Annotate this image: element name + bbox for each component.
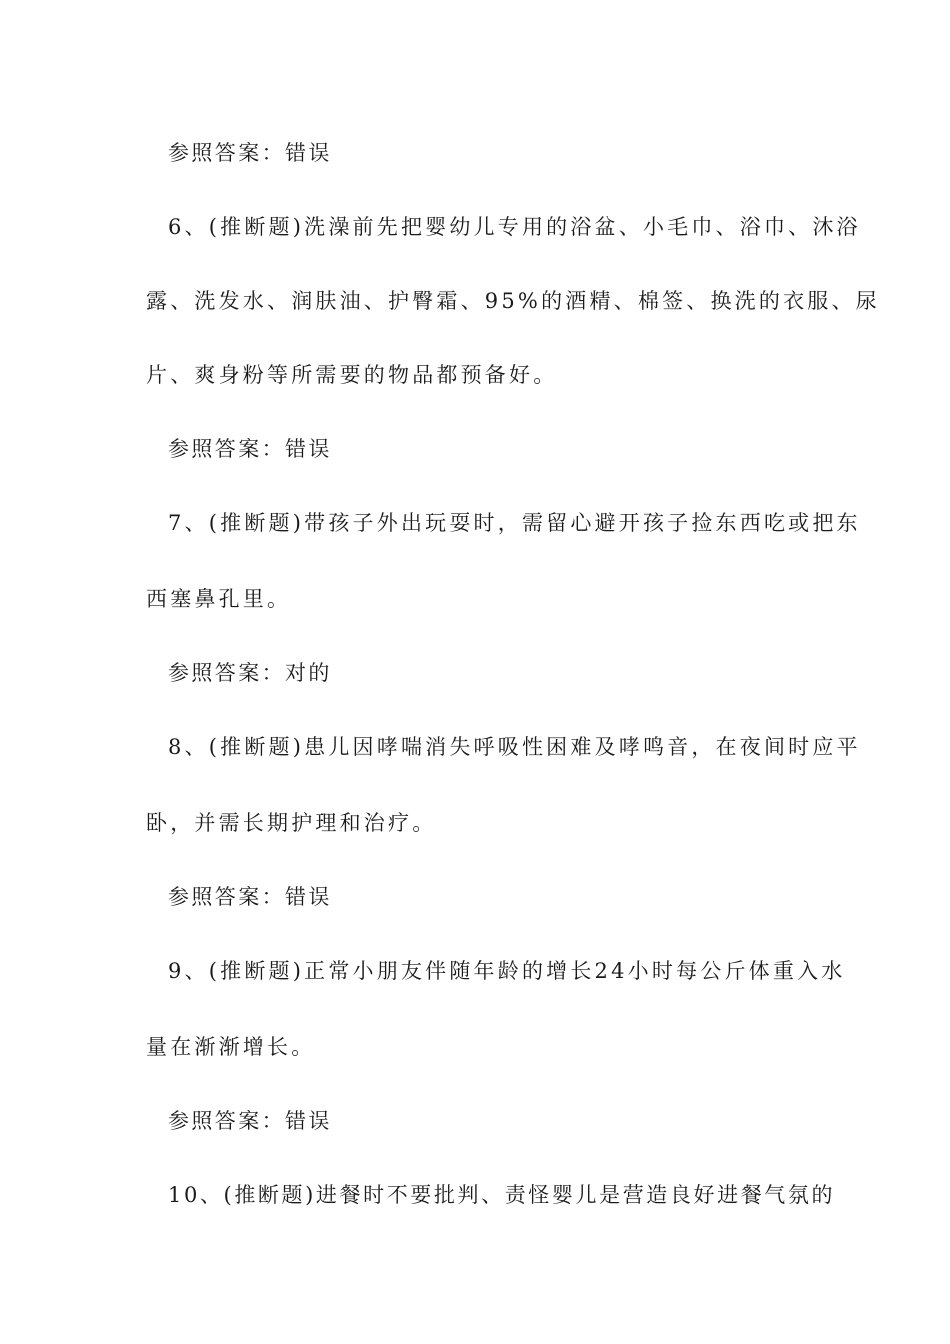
answer-line: 参照答案：错误 (168, 885, 332, 909)
question-9-line-2: 量在渐渐增长。 (146, 1035, 316, 1059)
question-8-line-1: 8、(推断题)患儿因哮喘消失呼吸性困难及哮鸣音，在夜间时应平 (168, 735, 861, 759)
question-9-line-1: 9、(推断题)正常小朋友伴随年龄的增长24小时每公斤体重入水 (168, 959, 846, 983)
question-8-line-2: 卧，并需长期护理和治疗。 (146, 811, 437, 835)
question-10-line-1: 10、(推断题)进餐时不要批判、责怪婴儿是营造良好进餐气氛的 (168, 1183, 836, 1207)
question-7-line-2: 西塞鼻孔里。 (146, 587, 292, 611)
answer-line: 参照答案：错误 (168, 141, 332, 165)
answer-line: 参照答案：错误 (168, 1109, 332, 1133)
answer-line: 参照答案：对的 (168, 661, 332, 685)
question-6-line-1: 6、(推断题)洗澡前先把婴幼儿专用的浴盆、小毛巾、浴巾、沐浴 (168, 215, 861, 239)
question-6-line-2: 露、洗发水、润肤油、护臀霜、95%的酒精、棉签、换洗的衣服、尿 (146, 289, 880, 313)
question-6-line-3: 片、爽身粉等所需要的物品都预备好。 (146, 363, 558, 387)
question-7-line-1: 7、(推断题)带孩子外出玩耍时，需留心避开孩子捡东西吃或把东 (168, 511, 861, 535)
answer-line: 参照答案：错误 (168, 437, 332, 461)
